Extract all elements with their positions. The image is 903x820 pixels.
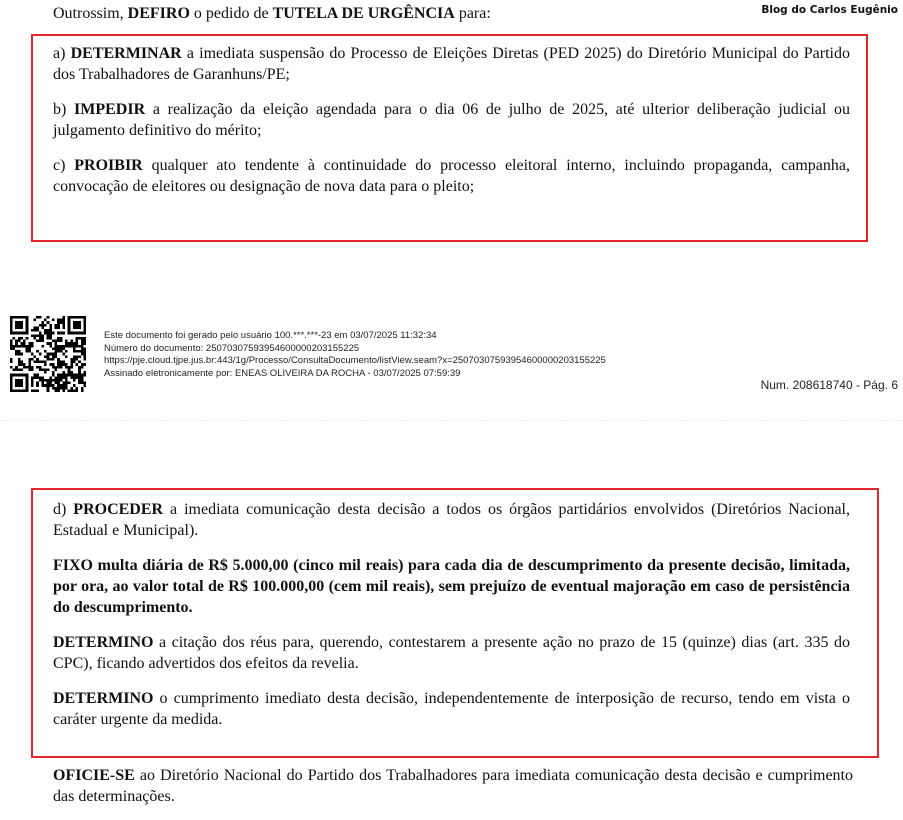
intro-mid: o pedido de: [189, 5, 273, 22]
item-a-text: a imediata suspensão do Processo de Eleições Diretas (PED 2025) do Diretório Municipal do Partido dos Trabalhadores de Garanhuns/PE;: [53, 45, 851, 83]
intro-post: para:: [454, 5, 491, 22]
highlight-box-bottom: [31, 488, 879, 758]
item-b-bold: IMPEDIR: [74, 101, 146, 118]
item-b-prefix: b): [53, 101, 75, 118]
item-b-text: a realização da eleição agendada para o dia 06 de julho de 2025, até ulterior deliberação judicial ou julgamento definitivo do mérito;: [53, 101, 851, 139]
compliance-paragraph: [53, 688, 850, 730]
item-d: [53, 499, 850, 541]
blog-watermark: Blog do Carlos Eugênio: [761, 4, 898, 16]
meta-url: https://pje.cloud.tjpe.jus.br:443/1g/Processo/ConsultaDocumento/listView.seam?x=25070307593954600000203155225: [104, 355, 606, 366]
intro-defiro: DEFIRO: [127, 5, 190, 22]
meta-signed: Assinado eletronicamente por: ENEAS OLIVEIRA DA ROCHA - 03/07/2025 07:59:39: [104, 367, 461, 379]
item-c-bold: PROIBIR: [74, 157, 143, 174]
item-d-prefix: d): [53, 501, 74, 518]
oficie-text: ao Diretório Nacional do Partido dos Trabalhadores para imediata comunicação desta decisão e cumprimento das determinações.: [53, 767, 853, 805]
fine-text: FIXO multa diária de R$ 5.000,00 (cinco mil reais) para cada dia de descumprimento da presente decisão, limitada, por ora, ao valor total de R$ 100.000,00 (cem mil reais), sem prejuízo de eventual majoração em caso de persistência do descumprimento.: [53, 557, 850, 616]
item-a-prefix: a): [53, 45, 71, 62]
item-c-text: qualquer ato tendente à continuidade do processo eleitoral interno, incluindo propaganda, campanha, convocação de eleitores ou designação de nova data para o pleito;: [53, 157, 850, 195]
compliance-bold: DETERMINO: [53, 690, 154, 707]
qr-code-icon: [10, 316, 86, 392]
item-c-prefix: c): [53, 157, 75, 174]
highlight-box-top: [31, 34, 868, 242]
citation-paragraph: [53, 632, 850, 674]
oficie-paragraph: [53, 765, 853, 807]
intro-pre: Outrossim,: [53, 5, 128, 22]
signature-metadata: [104, 330, 606, 380]
meta-generated: Este documento foi gerado pelo usuário 100.***.***-23 em 03/07/2025 11:32:34: [104, 330, 437, 341]
item-d-text: a imediata comunicação desta decisão a todos os órgãos partidários envolvidos (Diretórios Nacional, Estadual e Municipal).: [53, 501, 850, 539]
oficie-bold: OFICIE-SE: [53, 767, 135, 784]
intro-paragraph: [53, 3, 491, 24]
item-b: [53, 99, 850, 141]
page-break: [0, 420, 903, 421]
page-number: Num. 208618740 - Pág. 6: [760, 378, 898, 392]
item-c: [53, 155, 850, 197]
citation-bold: DETERMINO: [53, 634, 154, 651]
document-footer: [10, 316, 900, 392]
fine-paragraph: [53, 555, 850, 618]
item-d-bold: PROCEDER: [73, 501, 164, 518]
citation-text: a citação dos réus para, querendo, contestarem a presente ação no prazo de 15 (quinze) dias (art. 335 do CPC), ficando advertidos dos efeitos da revelia.: [53, 634, 850, 672]
item-a: [53, 43, 850, 85]
compliance-text: o cumprimento imediato desta decisão, independentemente de interposição de recurso, tendo em vista o caráter urgente da medida.: [53, 690, 850, 728]
item-a-bold: DETERMINAR: [70, 45, 182, 62]
qr-modules: [10, 316, 86, 392]
intro-tutela: TUTELA DE URGÊNCIA: [272, 5, 455, 22]
meta-doc-number: Número do documento: 25070307593954600000203155225: [104, 342, 360, 354]
